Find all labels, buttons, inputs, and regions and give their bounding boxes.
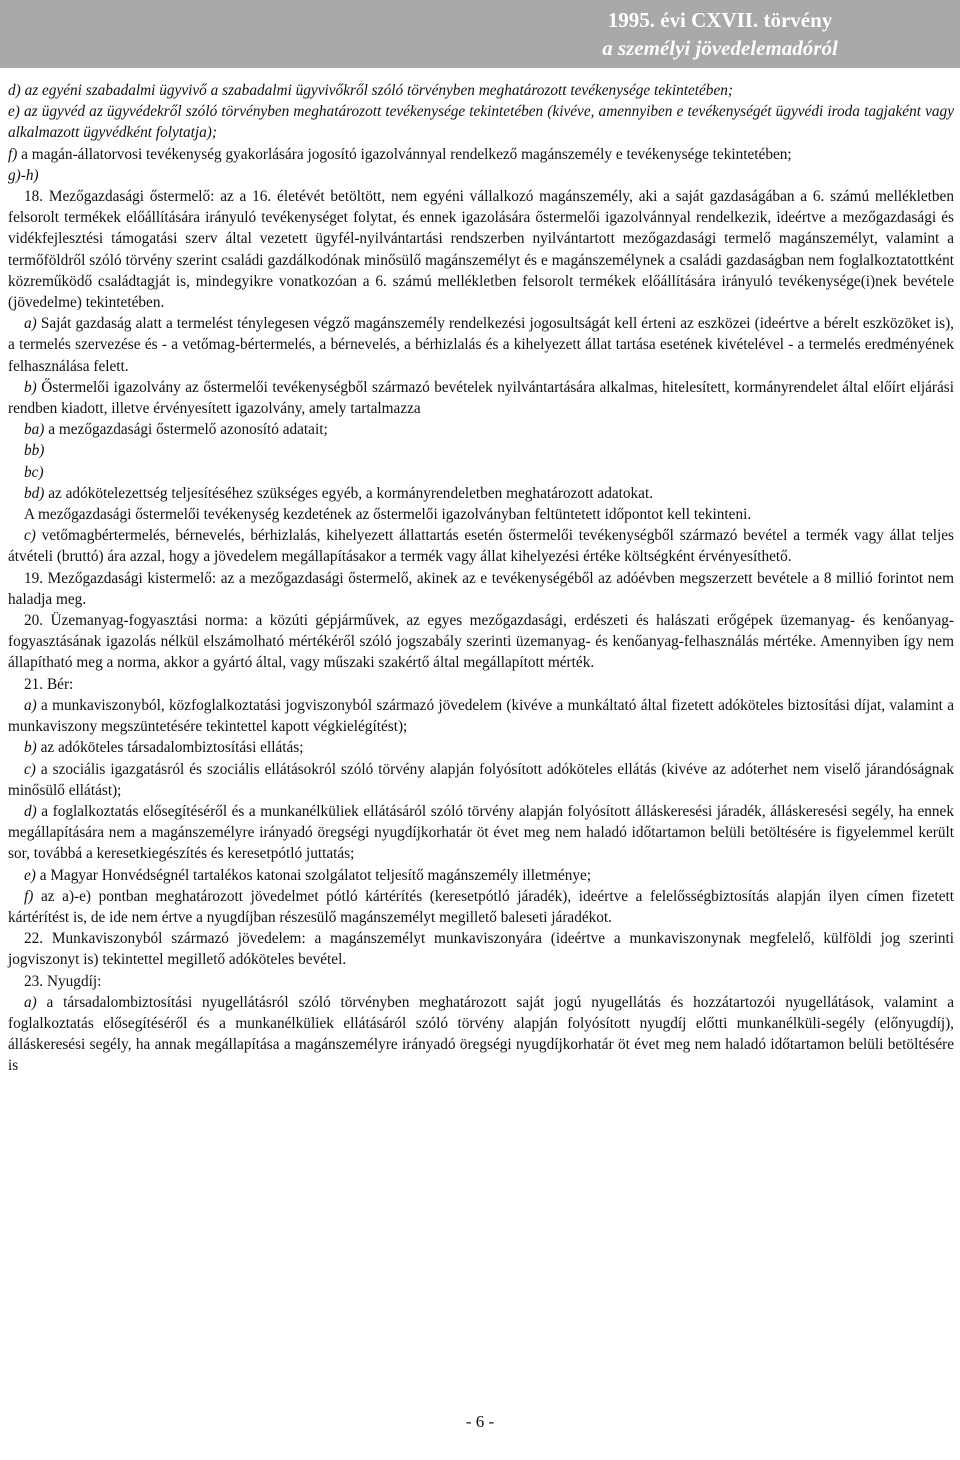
paragraph-label: c) [24, 527, 36, 545]
paragraph [8, 971, 954, 992]
paragraph-text: 23. Nyugdíj: [24, 972, 102, 990]
paragraph-text: az adókötelezettség teljesítéséhez szükséges egyéb, a kormányrendeletben meghatározott adatokat. [44, 484, 654, 502]
paragraph [8, 165, 954, 186]
paragraph-label: e) [24, 866, 36, 884]
paragraph [8, 610, 954, 674]
paragraph [8, 440, 954, 461]
paragraph-label: f) [8, 145, 18, 163]
paragraph [8, 483, 954, 504]
paragraph-text: a szociális igazgatásról és szociális ellátásokról szóló törvény alapján folyósított adóköteles ellátás (kivéve az adóterhet nem viselő járandóságnak minősülő ellátást); [8, 760, 954, 799]
paragraph-text: a munkaviszonyból, közfoglalkoztatási jogviszonyból származó jövedelem (kivéve a munkáltató által fizetett adóköteles biztosítási díjat, valamint a munkaviszony megszüntetésére tekintettel kapott végkielégítést); [8, 696, 954, 736]
paragraph-text: az egyéni szabadalmi ügyvivő a szabadalmi ügyvivőkről szóló törvényben meghatározott tevékenysége tekintetében; [20, 82, 733, 99]
paragraph [8, 928, 954, 970]
paragraph [8, 865, 954, 886]
paragraph-text: 20. Üzemanyag-fogyasztási norma: a közúti gépjárművek, az egyes mezőgazdasági, erdészeti és halászati erőgépek üzemanyag- és kenőanyag-fogyasztásának igazolás nélkül elszámolható mértékéről szóló jogszabály szerinti üzemanyag- és kenőanyag-felhasználás mértéke. Amennyiben így nem állapítható meg a norma, akkor a gyártó által, vagy műszaki szakértő által megállapított mérték. [8, 612, 954, 672]
paragraph-text: A mezőgazdasági őstermelői tevékenység kezdetének az őstermelői igazolványban feltüntetett időpontot kell tekinteni. [24, 506, 752, 524]
paragraph-text: 22. Munkaviszonyból származó jövedelem: a magánszemélyt munkaviszonyára (ideértve a munkaviszonynak megfelelő, külföldi jog szerinti jogviszonyt is) tekintettel megillető adóköteles bevétel. [8, 930, 954, 969]
paragraph-text: az a)-e) pontban meghatározott jövedelmet pótló kártérítés (keresetpótló járadék), ideértve a felelősségbiztosítás alapján ilyen címen fizetett kártérítést is, de ide nem értve a nyugdíjban részesülő magánszemélyt megillető baleseti járadékot. [8, 887, 954, 926]
paragraph [8, 462, 954, 483]
paragraph-label: bb) [24, 442, 45, 460]
paragraph-label: a) [24, 696, 37, 714]
paragraph-label: a) [24, 315, 37, 333]
paragraph [8, 695, 954, 737]
paragraph-label: d) [8, 82, 21, 99]
paragraph [8, 674, 954, 695]
document-body [8, 80, 954, 1077]
paragraph-label: ba) [24, 421, 45, 439]
paragraph-text: Saját gazdaság alatt a termelést ténylegesen végző magánszemély rendelkezési jogosultságát kell érteni az eszközei (ideértve a bérelt eszközöket is), a termelés szervezése és - a vetőmag-bértermelés, a bérnevelés, a bérhizlalás és a kihelyezett állat tartása esetének kivételével - a termelés eredményének felhasználása felett. [8, 315, 954, 375]
paragraph-text: a foglalkoztatás elősegítéséről és a munkanélküliek ellátásáról szóló törvény alapján folyósított álláskeresési járadék, álláskeresési segély, ha ennek megállapítására nem a magánszemélyre irányadó öregségi nyugdíjkorhatár öt évet meg nem haladó időtartamon belüli betöltésére is figyelemmel került sor, továbbá a keresetkiegészítés és keresetpótló juttatás; [8, 802, 954, 863]
paragraph-label: f) [24, 887, 34, 905]
paragraph [8, 801, 954, 865]
paragraph [8, 992, 954, 1077]
page-header [0, 0, 960, 68]
paragraph-text: vetőmagbértermelés, bérnevelés, bérhizlalás, kihelyezett állattartás esetén őstermelői tevékenységből származó bevétel a termék vagy állat teljes átvételi (bruttó) ára azzal, hogy a jövedelem megállapításakor a termék vagy állat kihelyezési értéke költségként érvényesíthető. [8, 527, 954, 566]
paragraph-text: 19. Mezőgazdasági kistermelő: az a mezőgazdasági őstermelő, akinek az e tevékenységéből az adóévben megszerzett bevétele a 8 millió forintot nem haladja meg. [8, 569, 954, 608]
paragraph-label: bc) [24, 463, 44, 481]
paragraph-text: az ügyvéd az ügyvédekről szóló törvényben meghatározott tevékenysége tekintetében (kivéve, amennyiben e tevékenységét ügyvédi iroda tagjaként vagy alkalmazott ügyvédként folytatja); [8, 103, 954, 142]
paragraph [8, 377, 954, 419]
paragraph-text: Őstermelői igazolvány az őstermelői tevékenységből származó bevételek nyilvántartására alkalmas, hitelesített, kormányrendelet által előírt eljárási rendben kiadott, illetve érvényesített igazolvány, amely tartalmazza [8, 378, 954, 418]
paragraph [8, 525, 954, 567]
paragraph-label: g)-h) [8, 166, 39, 184]
law-subtitle: a személyi jövedelemadóról [602, 36, 838, 60]
paragraph-label: bd) [24, 484, 45, 502]
paragraph [8, 419, 954, 440]
paragraph [8, 886, 954, 928]
paragraph [8, 568, 954, 610]
page-number: - 6 - [465, 1412, 495, 1431]
paragraph-label: c) [24, 760, 36, 778]
paragraph-label: d) [24, 802, 37, 820]
paragraph-text: a társadalombiztosítási nyugellátásról szóló törvényben meghatározott saját jogú nyugellátás és hozzátartozói nyugellátások, valamint a foglalkoztatás elősegítéséről és a munkanélküliek ellátásáról szóló törvény alapján folyósított nyugdíj előtti munkanélküli-segély (előnyugdíj), álláskeresési segély, ha annak megállapítása a magánszemélyre irányadó öregségi nyugdíjkorhatár öt évet meg nem haladó időtartamon belüli betöltésére is [8, 993, 954, 1075]
paragraph [8, 80, 954, 101]
law-title: 1995. évi CXVII. törvény [607, 8, 833, 32]
paragraph-label: b) [24, 378, 37, 396]
paragraph-text: 21. Bér: [24, 675, 74, 693]
paragraph-text: az adóköteles társadalombiztosítási ellátás; [36, 739, 304, 757]
paragraph [8, 186, 954, 313]
paragraph-text: a Magyar Honvédségnél tartalékos katonai szolgálatot teljesítő magánszemély illetménye; [35, 866, 592, 884]
paragraph [8, 504, 954, 525]
paragraph [8, 737, 954, 758]
paragraph [8, 101, 954, 143]
paragraph [8, 759, 954, 801]
paragraph-label: a) [24, 993, 37, 1011]
paragraph-label: b) [24, 739, 37, 757]
paragraph-label: e) [8, 103, 20, 121]
paragraph [8, 144, 954, 165]
paragraph-text: a magán-állatorvosi tevékenység gyakorlására jogosító igazolvánnyal rendelkező magánszemély e tevékenysége tekintetében; [17, 145, 792, 163]
paragraph-text: a mezőgazdasági őstermelő azonosító adatait; [44, 421, 328, 439]
paragraph [8, 313, 954, 377]
paragraph-text: 18. Mezőgazdasági őstermelő: az a 16. életévét betöltött, nem egyéni vállalkozó magánszemély, aki a saját gazdaságában a 6. számú mellékletben felsorolt termékek előállítására irányuló tevékenységet folytat, és ennek igazolására őstermelői igazolvánnyal rendelkezik, ideértve a mezőgazdasági és vidékfejlesztési támogatási szerv által vezetett ügyfél-nyilvántartási rendszerben nyilvántartott mezőgazdasági termelő magánszemélyt, valamint a termőföldről szóló törvény szerint családi gazdálkodónak minősülő magánszemélyt és e magánszemélynek a családi gazdaságban nem foglalkoztatottként közreműködő családtagját is, mindegyikre vonatkozóan a 6. számú mellékletben felsorolt termékek előállítására irányuló tevékenysége(i)nek bevétele (jövedelme) tekintetében. [8, 188, 954, 312]
